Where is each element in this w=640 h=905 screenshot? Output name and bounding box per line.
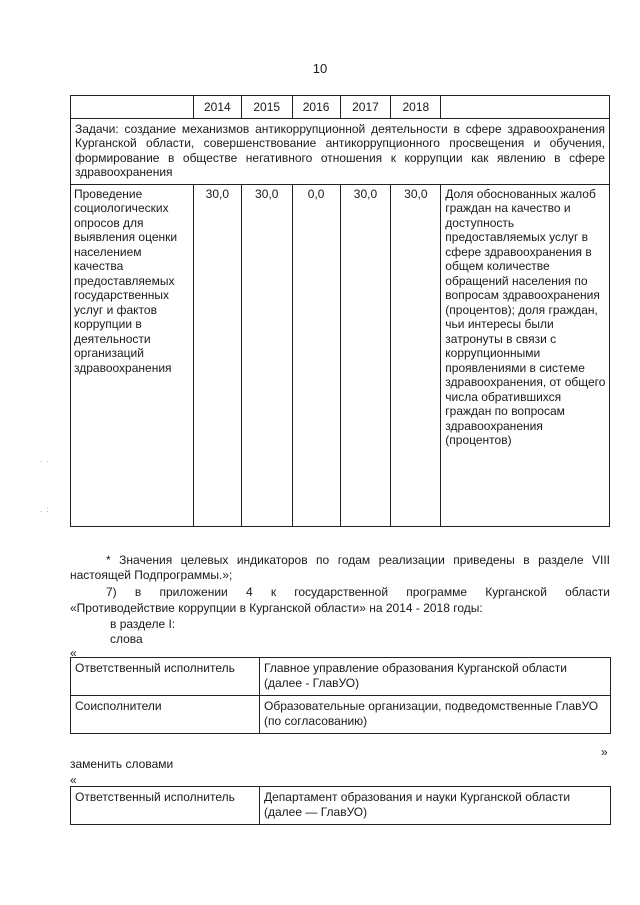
executors-row	[71, 696, 611, 734]
header-empty-cell	[71, 96, 194, 119]
year-header: 2017	[340, 96, 391, 119]
value-cell: 0,0	[292, 184, 340, 526]
replacement-label: Ответственный исполнитель	[71, 787, 260, 825]
years-header-row	[71, 96, 610, 119]
item-7-line-1: 7) в приложении 4 к государственной программе Курганской области	[106, 585, 610, 599]
activity-description: Проведение социологических опросов для выявления оценки населением качества предоставляемых государственных услуг и фактов коррупции в деятельности организаций здравоохранения	[71, 184, 194, 526]
page-number: 10	[312, 61, 328, 76]
scan-mark: . .	[40, 455, 50, 464]
open-quote-2: «	[70, 773, 77, 787]
value-cell: 30,0	[193, 184, 241, 526]
task-row	[71, 118, 610, 184]
item-7-line-2: «Противодействие коррупции в Курганской области» на 2014 - 2018 годы:	[70, 601, 483, 615]
footnote-line-1: * Значения целевых индикаторов по годам реализации приведены в разделе VIII	[106, 553, 610, 567]
open-quote: «	[70, 646, 77, 660]
executor-value: Главное управление образования Курганской области (далее - ГлавУО)	[260, 658, 611, 696]
executors-table	[70, 657, 611, 734]
executor-label: Соисполнители	[71, 696, 260, 734]
executors-row	[71, 658, 611, 696]
task-description: Задачи: создание механизмов антикоррупционной деятельности в сфере здравоохранения Курганской области, совершенствование антикоррупционного просвещения и обучения, формирование в обществе негативного отношения к коррупции как явлению в сфере здравоохранения	[71, 118, 610, 184]
replacement-value: Департамент образования и науки Курганской области (далее — ГлавУО)	[260, 787, 611, 825]
executor-value: Образовательные организации, подведомственные ГлавУО (по согласованию)	[260, 696, 611, 734]
close-quote: »	[601, 745, 608, 759]
year-header: 2018	[391, 96, 441, 119]
year-header: 2015	[241, 96, 292, 119]
value-cell: 30,0	[241, 184, 292, 526]
replacement-row	[71, 787, 611, 825]
replace-with-label: заменить словами	[70, 757, 174, 771]
header-empty-cell	[441, 96, 610, 119]
indicator-description: Доля обоснованных жалоб граждан на качество и доступность предоставляемых услуг в сфере здравоохранения в общем количестве обращений населения по вопросам здравоохранения (процентов); доля граждан, чьи интересы были затронуты в связи с коррупционными проявлениями в системе здравоохранения, от общего числа обратившихся граждан по вопросам здравоохранения (процентов)	[441, 184, 610, 526]
value-cell: 30,0	[340, 184, 391, 526]
replacement-table	[70, 786, 611, 825]
section-reference: в разделе I:	[110, 617, 176, 631]
activity-row	[71, 184, 610, 526]
scan-mark: . :	[40, 505, 50, 514]
year-header: 2016	[292, 96, 340, 119]
words-label: слова	[110, 632, 143, 646]
footnote-line-2: настоящей Подпрограммы.»;	[70, 568, 233, 582]
indicators-table	[70, 95, 610, 527]
value-cell: 30,0	[391, 184, 441, 526]
executor-label: Ответственный исполнитель	[71, 658, 260, 696]
year-header: 2014	[193, 96, 241, 119]
